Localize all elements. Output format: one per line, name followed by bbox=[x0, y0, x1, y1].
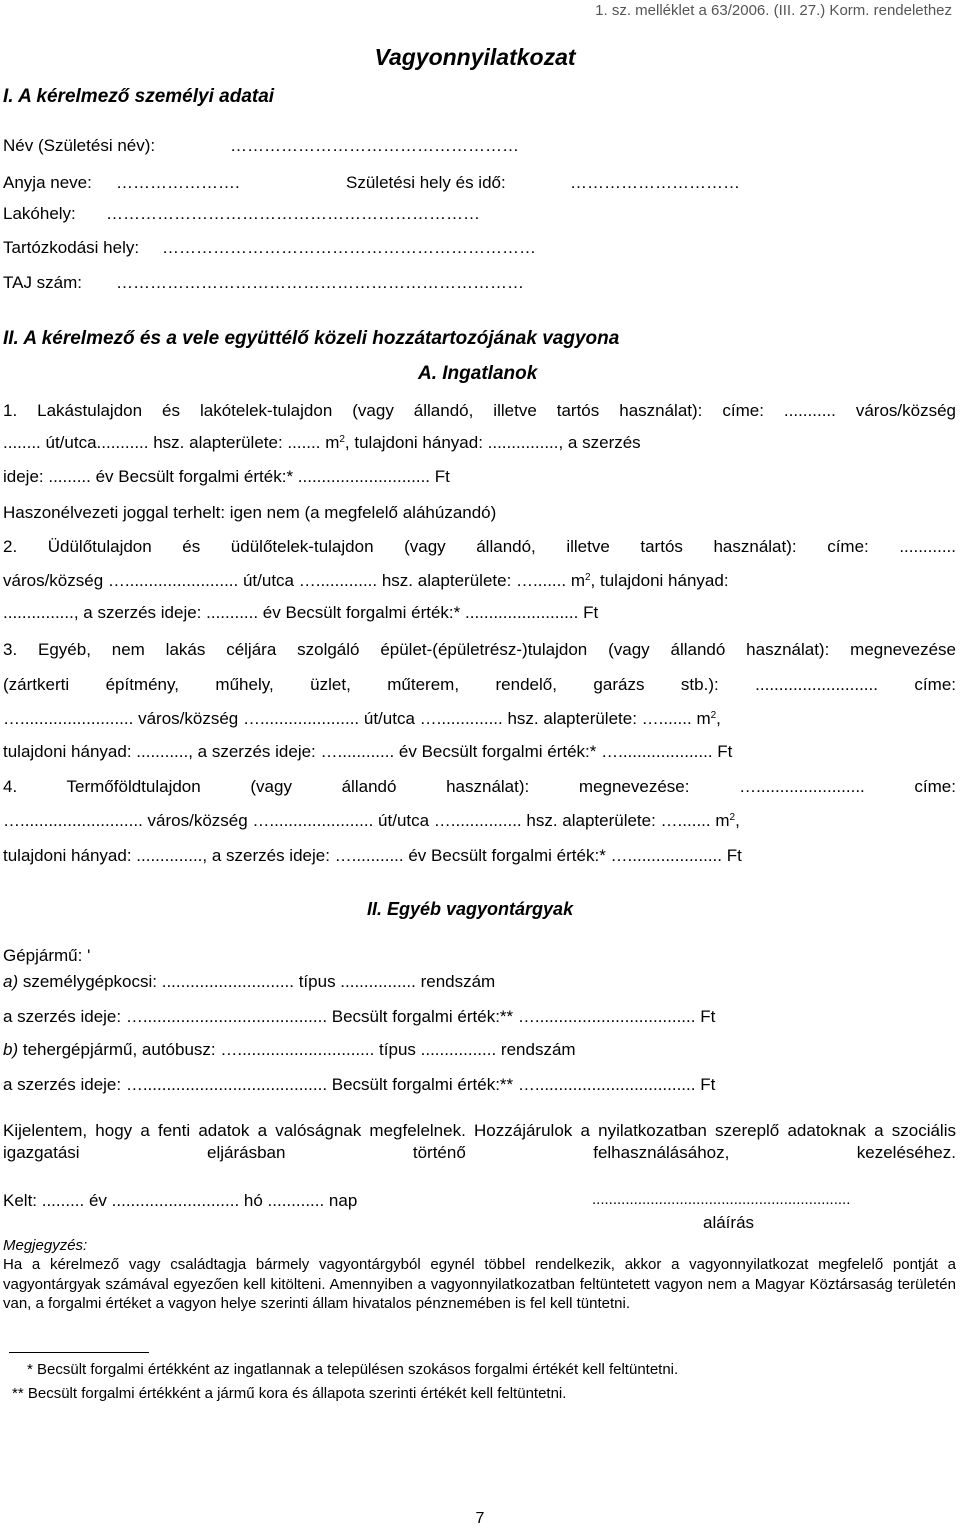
item-4-line-2 bbox=[3, 811, 956, 831]
section-2-heading: II. A kérelmező és a vele együttélő közeli hozzátartozójának vagyona bbox=[3, 328, 620, 349]
page-number: 7 bbox=[475, 1510, 485, 1527]
item-4-line-3: tulajdoni hányad: .............., a szerzés ideje: …........... év Becsült forgalmi érték:* ….................... Ft bbox=[3, 846, 742, 865]
superscript: 2 bbox=[710, 710, 717, 721]
usufruct-line: Haszonélvezeti joggal terhelt: igen nem (a megfelelő aláhúzandó) bbox=[3, 503, 497, 522]
item-1-line-2-text: ........ út/utca........... hsz. alapterülete: ....... m bbox=[3, 433, 340, 452]
truck-acquisition-line: a szerzés ideje: …....................................... Becsült forgalmi érték:** ….................................. Ft bbox=[3, 1075, 716, 1094]
mother-name-label: Anyja neve: bbox=[3, 173, 92, 192]
note-label: Megjegyzés: bbox=[3, 1237, 88, 1254]
item-1-line-3: ideje: ......... év Becsült forgalmi érték:* ............................ Ft bbox=[3, 467, 450, 486]
footnote-rule bbox=[9, 1352, 149, 1353]
superscript: 2 bbox=[339, 434, 345, 445]
item-4-line-2-end: , bbox=[735, 811, 740, 830]
car-letter: a) bbox=[3, 972, 19, 991]
document-title bbox=[0, 44, 960, 71]
superscript: 2 bbox=[729, 812, 736, 823]
car-text: személygépkocsi: ............................ típus ................ rendszám bbox=[18, 972, 496, 991]
residence-field[interactable]: ………………………………………………………… bbox=[106, 204, 480, 223]
document-title-text: Vagyonnyilatkozat bbox=[374, 44, 576, 70]
item-4-line-2-text: ….......................... város/község …...................... út/utca …............... hsz. alapterülete: …....... m bbox=[3, 811, 730, 830]
item-4-line-1: 4. Termőföldtulajdon (vagy állandó használat): megnevezése: …....................... címe: bbox=[3, 777, 956, 796]
real-estate-subheading: A. Ingatlanok bbox=[418, 363, 538, 384]
item-1-line-1: 1. Lakástulajdon és lakótelek-tulajdon (vagy állandó, illetve tartós használat): címe: ........... város/község bbox=[3, 401, 956, 420]
item-3-line-4: tulajdoni hányad: ..........., a szerzés ideje: …............ év Becsült forgalmi érték:* ….................... Ft bbox=[3, 742, 733, 761]
stay-address-label: Tartózkodási hely: bbox=[3, 238, 140, 257]
header-reference: 1. sz. melléklet a 63/2006. (III. 27.) Korm. rendelethez bbox=[595, 2, 952, 19]
note-text: Ha a kérelmező vagy családtagja bármely vagyontárgyból egynél többel rendelkezik, akkor a vagyonnyilatkozat megfelelő pontját a vagyontárgyak számával egyezően kell kitölteni. Amennyiben a vagyonnyilatkozatban feltüntetett vagyon nem a Magyar Köztársaság területén van, a forgalmi értéket a vagyon helye szerinti állam hivatalos pénznemében is fel kell tüntetni. bbox=[3, 1256, 956, 1312]
item-3-line-1: 3. Egyéb, nem lakás céljára szolgáló épület-(épületrész-)tulajdon (vagy állandó használat): megnevezése bbox=[3, 640, 956, 659]
name-label: Név (Születési név): bbox=[3, 136, 156, 155]
date-line: Kelt: ......... év ........................... hó ............ nap bbox=[3, 1191, 358, 1210]
birth-place-date-field[interactable]: ………………………… bbox=[570, 173, 740, 192]
section-1-heading: I. A kérelmező személyi adatai bbox=[3, 86, 275, 107]
stay-address-field[interactable]: ………………………………………………………… bbox=[162, 238, 536, 257]
item-2-line-2 bbox=[3, 571, 956, 591]
car-line bbox=[3, 972, 956, 992]
taj-label: TAJ szám: bbox=[3, 273, 83, 292]
taj-field[interactable]: ……………………………………………………………… bbox=[116, 273, 524, 292]
item-2-line-2-end: , tulajdoni hányad: bbox=[590, 571, 729, 590]
mother-name-field[interactable]: …………………. bbox=[116, 173, 240, 192]
section-3-heading: II. Egyéb vagyontárgyak bbox=[367, 899, 574, 919]
item-3-line-2: (zártkerti építmény, műhely, üzlet, műterem, rendelő, garázs stb.): .......................... címe: bbox=[3, 675, 956, 694]
name-field[interactable]: …………………………………………… bbox=[230, 136, 519, 155]
truck-line bbox=[3, 1040, 956, 1060]
item-3-line-3-end: , bbox=[716, 709, 721, 728]
item-2-line-1: 2. Üdülőtulajdon és üdülőtelek-tulajdon (vagy állandó, illetve tartós használat): címe: ............ bbox=[3, 537, 956, 556]
truck-text: tehergépjármű, autóbusz: …............................. típus ................ rendszám bbox=[18, 1040, 576, 1059]
item-3-line-3 bbox=[3, 709, 956, 729]
item-3-line-3-text: …........................ város/község …..................... út/utca ….............. hsz. alapterülete: …....... m bbox=[3, 709, 711, 728]
birth-place-date-label: Születési hely és idő: bbox=[346, 173, 506, 192]
footnote-2: ** Becsült forgalmi értékként a jármű kora és állapota szerinti értékét kell feltüntetni. bbox=[12, 1385, 567, 1402]
signature-label: aláírás bbox=[703, 1213, 755, 1232]
item-1-line-2 bbox=[3, 433, 956, 453]
item-1-line-2-end: , tulajdoni hányad: ..............., a szerzés bbox=[344, 433, 641, 452]
item-2-line-2-text: város/község …........................ út/utca …............. hsz. alapterülete: …....... m bbox=[3, 571, 585, 590]
residence-label: Lakóhely: bbox=[3, 204, 76, 223]
signature-line: .............................................................. bbox=[592, 1191, 851, 1208]
item-2-line-3: ..............., a szerzés ideje: ........... év Becsült forgalmi érték:* ........................ Ft bbox=[3, 603, 599, 622]
footnote-1: * Becsült forgalmi értékként az ingatlannak a településen szokásos forgalmi értékét kell feltüntetni. bbox=[27, 1361, 679, 1378]
truck-letter: b) bbox=[3, 1040, 19, 1059]
car-acquisition-line: a szerzés ideje: …....................................... Becsült forgalmi érték:** ….................................. Ft bbox=[3, 1007, 716, 1026]
declaration: Kijelentem, hogy a fenti adatok a valóságnak megfelelnek. Hozzájárulok a nyilatkozatban szereplő adatoknak a szociális igazgatási eljárásban történő felhasználásához, kezeléséhez. bbox=[3, 1121, 956, 1162]
vehicle-label: Gépjármű: ' bbox=[3, 946, 91, 965]
superscript: 2 bbox=[584, 572, 591, 583]
